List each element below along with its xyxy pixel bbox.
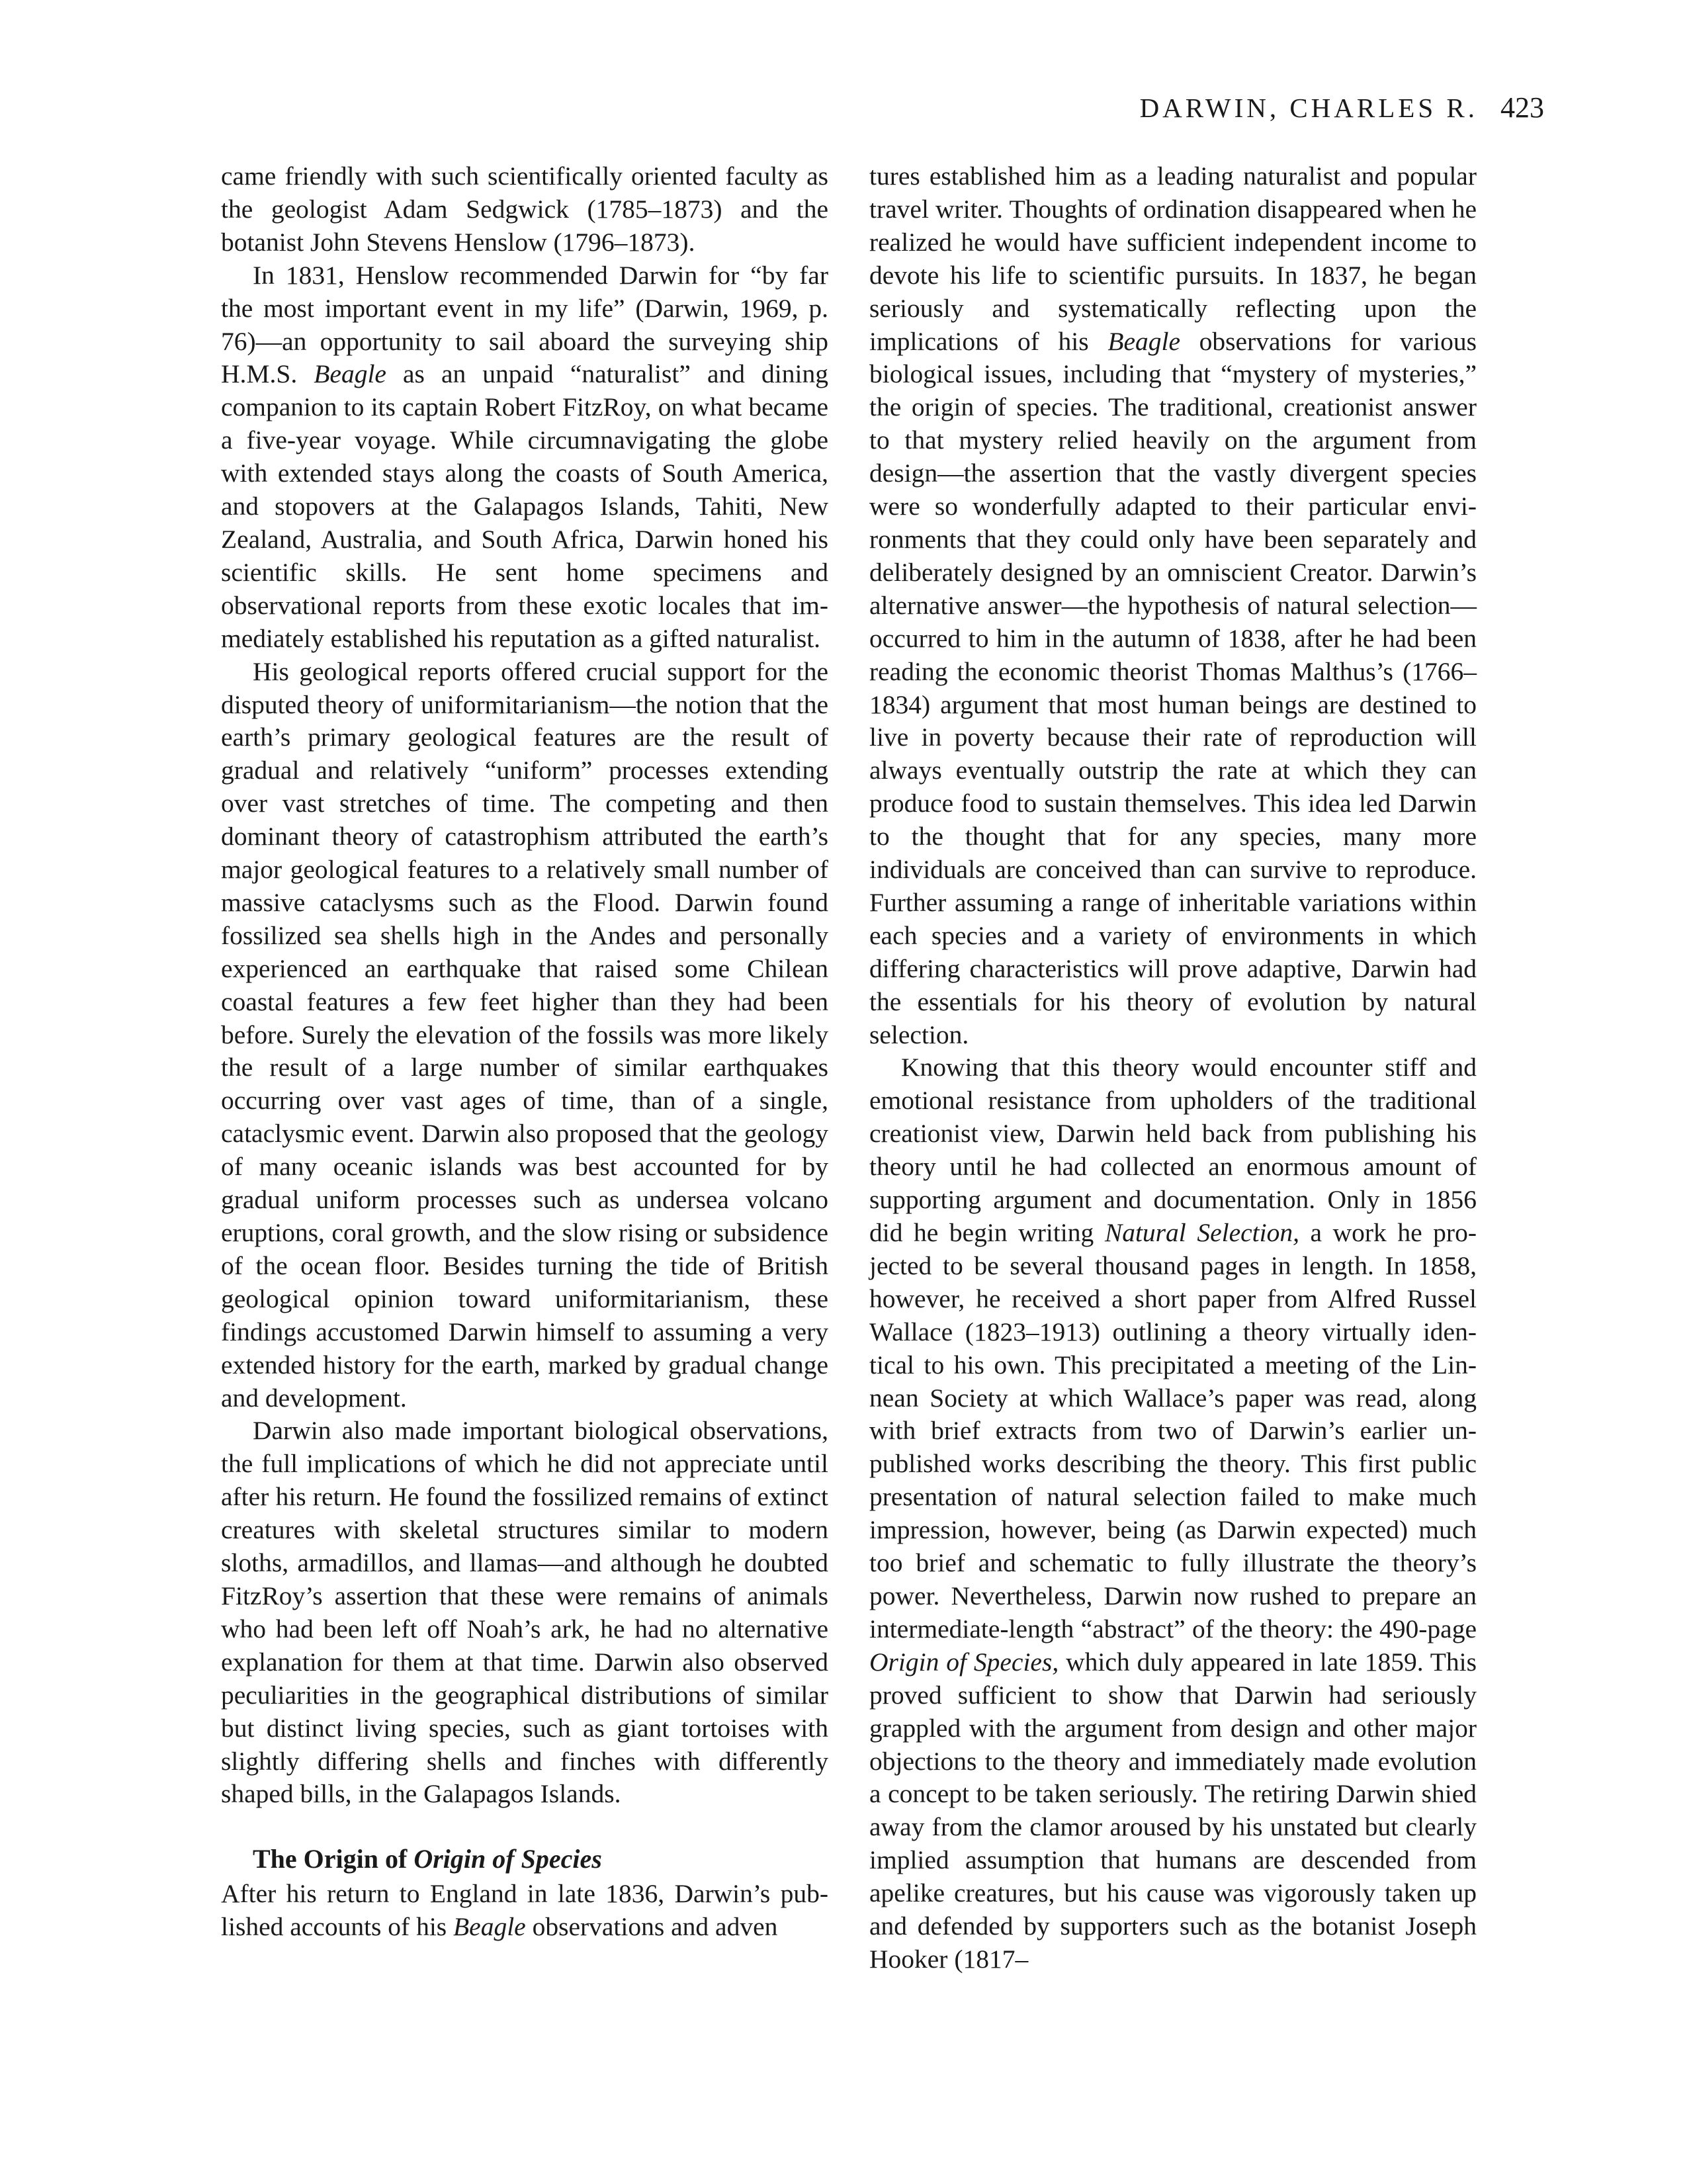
italic-ship-name: Beagle (314, 359, 386, 389)
running-title: DARWIN, CHARLES R. (1139, 93, 1478, 123)
page-number: 423 (1500, 91, 1544, 124)
paragraph: came friendly with such scientifically oriented faculty as the geologist Adam Sedgwick (1785–1873) and the botanist John Stevens Henslow (1796–1873). (221, 161, 828, 257)
paragraph: After his return to England in late 1836, Darwin’s published accounts of his Beagle observations and adven (221, 1879, 828, 1942)
italic-book-title: Origin of Species, (869, 1647, 1059, 1677)
running-head (1140, 91, 1544, 130)
section-heading: The Origin of Origin of Species (253, 1844, 602, 1874)
left-column (221, 160, 828, 1944)
paragraph: Darwin also made important biological observations, the full implications of which he did not appreciate until after his return. He found the fossilized remains of extinct creatures with skeletal structures similar to modern sloths, armadillos, and llamas—and although he doubted FitzRoy’s assertion that these were remains of animals who had been left off Noah’s ark, he had no alternative explanation for them at that time. Darwin also observed peculiarities in the geographical distributions of similar but distinct living species, such as giant tortoises with slightly differing shells and finches with differently shaped bills, in the Galapagos Islands. (221, 1416, 828, 1809)
italic-ship-name: Beagle (1107, 326, 1180, 356)
italic-ship-name: Beagle (453, 1912, 526, 1942)
paragraph: In 1831, Henslow recommended Darwin for “by far the most important event in my life” (Darwin, 1969, p. 76)—an opportunity to sail aboard the surveying ship H.M.S. Beagle as an unpaid “naturalist” and dining companion to its captain Robert FitzRoy, on what became a five-year voyage. While circumnavigating the globe with extended stays along the coasts of South America, and stopovers at the Galapagos Islands, Tahiti, New Zealand, Australia, and South Africa, Darwin honed his scientific skills. He sent home specimens and observational reports from these exotic locales that immediately established his reputation as a gifted naturalist. (221, 260, 828, 653)
paragraph: His geological reports offered crucial support for the disputed theory of uniformitarianism—the notion that the earth’s primary geological features are the result of gradual and relatively “uniform” processes extending over vast stretches of time. The competing and then dominant theory of catastrophism attributed the earth’s major geological features to a relatively small number of massive cataclysms such as the Flood. Darwin found fossilized sea shells high in the Andes and personally experienced an earthquake that raised some Chilean coastal features a few feet higher than they had been before. Surely the elevation of the fossils was more likely the result of a large number of similar earthquakes occurring over vast ages of time, than of a single, cataclysmic event. Darwin also proposed that the geology of many oceanic islands was best accounted for by gradual uniform processes such as undersea volcano eruptions, coral growth, and the slow rising or subsidence of the ocean floor. Besides turning the tide of British geological opinion toward uniformitarianism, these findings accustomed Darwin himself to assuming a very extended history for the earth, marked by gradual change and development. (221, 656, 828, 1413)
paragraph: tures established him as a leading naturalist and popular travel writer. Thoughts of ordination disappeared when he realized he would have sufficient independent income to devote his life to scientific pursuits. In 1837, he began seriously and systematically reflecting upon the implications of his Beagle observations for various biological issues, including that “mystery of mysteries,” the origin of species. The traditional, creationist answer to that mystery relied heavily on the argument from design—the assertion that the vastly divergent species were so wonderfully adapted to their particular environments that they could only have been separately and deliberately designed by an omniscient Creator. Darwin’s alternative answer—the hypothesis of natural selection—occurred to him in the autumn of 1838, after he had been reading the economic theorist Thomas Malthus’s (1766–1834) argument that most human beings are destined to live in poverty because their rate of reproduction will always eventually outstrip the rate at which they can produce food to sustain themselves. This idea led Darwin to the thought that for any species, many more individuals are conceived than can survive to reproduce. Further assuming a range of inheritable variations within each species and a variety of environments in which differing characteristics will prove adaptive, Darwin had the essentials for his theory of evolution by natural selection. (869, 161, 1477, 1049)
right-column (869, 160, 1477, 1976)
paragraph: Knowing that this theory would encounter stiff and emotional resistance from upholders of the traditional creationist view, Darwin held back from publishing his theory until he had collected an enormous amount of supporting argument and documentation. Only in 1856 did he begin writing Natural Selection, a work he projected to be several thousand pages in length. In 1858, however, he received a short paper from Alfred Russel Wallace (1823–1913) outlining a theory virtually identical to his own. This precipitated a meeting of the Linnean Society at which Wallace’s paper was read, along with brief extracts from two of Darwin’s earlier unpublished works describing the theory. This first public presentation of natural selection failed to make much impression, however, being (as Darwin expected) much too brief and schematic to fully illustrate the theory’s power. Nevertheless, Darwin now rushed to prepare an intermediate-length “abstract” of the theory: the 490-page Origin of Species, which duly appeared in late 1859. This proved sufficient to show that Darwin had seriously grappled with the argument from design and other major objections to the theory and immediately made evolution a concept to be taken seriously. The retiring Darwin shied away from the clamor aroused by his unstated but clearly implied assumption that humans are descended from apelike creatures, but his cause was vigorously taken up and defended by supporters such as the botanist Joseph Hooker (1817– (869, 1053, 1477, 1974)
italic-book-title: Natural Selection, (1104, 1218, 1299, 1247)
